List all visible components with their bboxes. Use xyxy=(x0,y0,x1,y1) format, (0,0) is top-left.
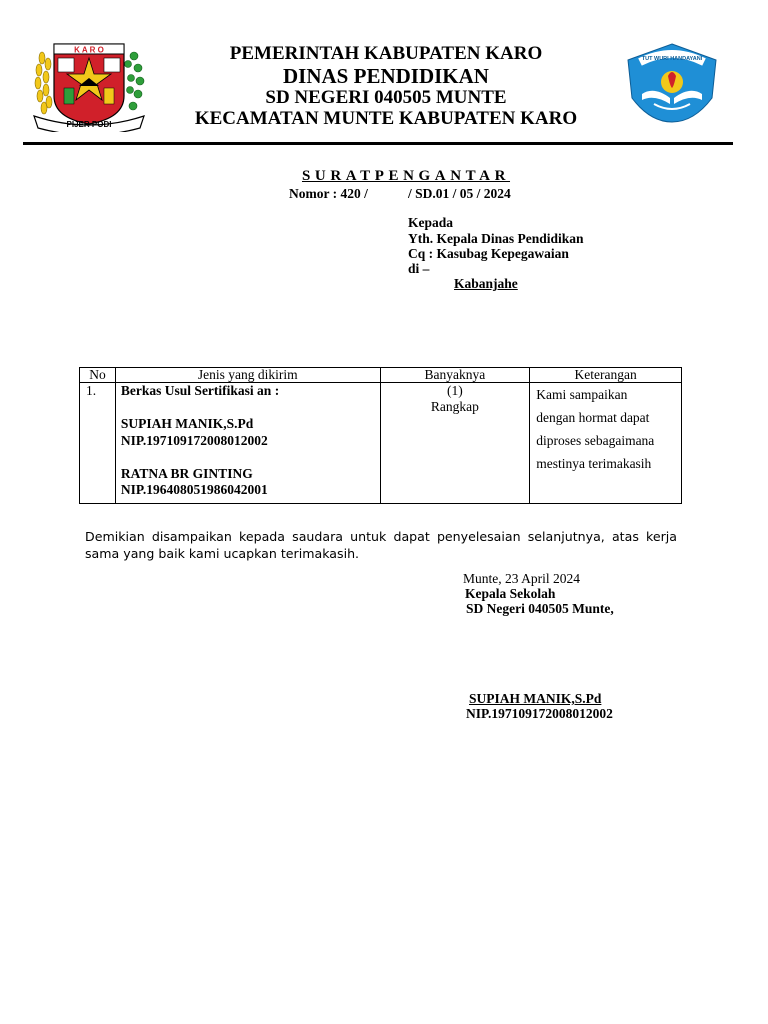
closing-paragraph: Demikian disampaikan kepada saudara untuk dapat penyelesaian selanjutnya, atas kerja sama yang baik kami ucapkan terimakasih. xyxy=(85,529,677,561)
keterangan-line-2: dengan hormat dapat xyxy=(536,410,650,425)
svg-text:K A R O: K A R O xyxy=(74,45,104,55)
signatory-nip: NIP.197109172008012002 xyxy=(466,706,613,721)
cell-keterangan xyxy=(530,383,682,504)
recipient-line-office: Yth. Kepala Dinas Pendidikan xyxy=(408,231,584,246)
recipient-line-cq: Cq : Kasubag Kepegawaian xyxy=(408,246,569,261)
svg-text:TUT WURI HANDAYANI: TUT WURI HANDAYANI xyxy=(641,56,703,62)
keterangan-line-3: diproses sebagaimana xyxy=(536,433,655,448)
jenis-description: Berkas Usul Sertifikasi an : xyxy=(120,383,280,398)
items-table xyxy=(79,367,682,504)
column-header-banyaknya: Banyaknya xyxy=(380,368,530,383)
jenis-nip-2: NIP.196408051986042001 xyxy=(120,482,268,497)
column-header-no: No xyxy=(80,368,116,383)
keterangan-line-4: mestinya terimakasih xyxy=(536,456,652,471)
header-line-government: PEMERINTAH KABUPATEN KARO xyxy=(229,43,543,64)
letter-title: SURATPENGANTAR xyxy=(301,168,511,184)
header-line-school: SD NEGERI 040505 MUNTE xyxy=(265,87,507,108)
recipient-line-at: di – xyxy=(408,261,430,276)
banyaknya-count: (1) xyxy=(447,383,463,398)
cell-jenis xyxy=(115,383,380,504)
cell-banyaknya xyxy=(380,383,530,504)
jenis-name-2: RATNA BR GINTING xyxy=(120,465,253,481)
recipient-line-to: Kepada xyxy=(408,215,454,230)
jenis-nip-1: NIP.197109172008012002 xyxy=(120,432,268,448)
header-line-agency: DINAS PENDIDIKAN xyxy=(283,64,489,88)
keterangan-line-1: Kami sampaikan xyxy=(536,387,628,402)
banyaknya-unit: Rangkap xyxy=(430,399,479,414)
jenis-name-1: SUPIAH MANIK,S.Pd xyxy=(120,416,254,431)
column-header-jenis: Jenis yang dikirim xyxy=(115,368,380,383)
header-divider xyxy=(23,142,733,145)
karo-regency-emblem-icon xyxy=(30,38,148,132)
letter-number-value: / SD.01 / 05 / 2024 xyxy=(408,186,511,201)
table-row xyxy=(80,383,682,504)
cell-no: 1. xyxy=(80,383,116,504)
letter-number-label: Nomor : 420 / xyxy=(289,186,368,201)
tut-wuri-handayani-emblem-icon xyxy=(624,42,720,124)
signature-school: SD Negeri 040505 Munte, xyxy=(466,601,614,616)
header-line-district: KECAMATAN MUNTE KABUPATEN KARO xyxy=(194,108,578,129)
signatory-name: SUPIAH MANIK,S.Pd xyxy=(469,691,602,706)
column-header-keterangan: Keterangan xyxy=(530,368,682,383)
svg-text:PIJER PODI: PIJER PODI xyxy=(66,120,112,129)
signature-position: Kepala Sekolah xyxy=(465,586,556,601)
signature-place-date: Munte, 23 April 2024 xyxy=(463,571,580,586)
recipient-city: Kabanjahe xyxy=(454,276,518,291)
table-header-row xyxy=(80,368,682,383)
